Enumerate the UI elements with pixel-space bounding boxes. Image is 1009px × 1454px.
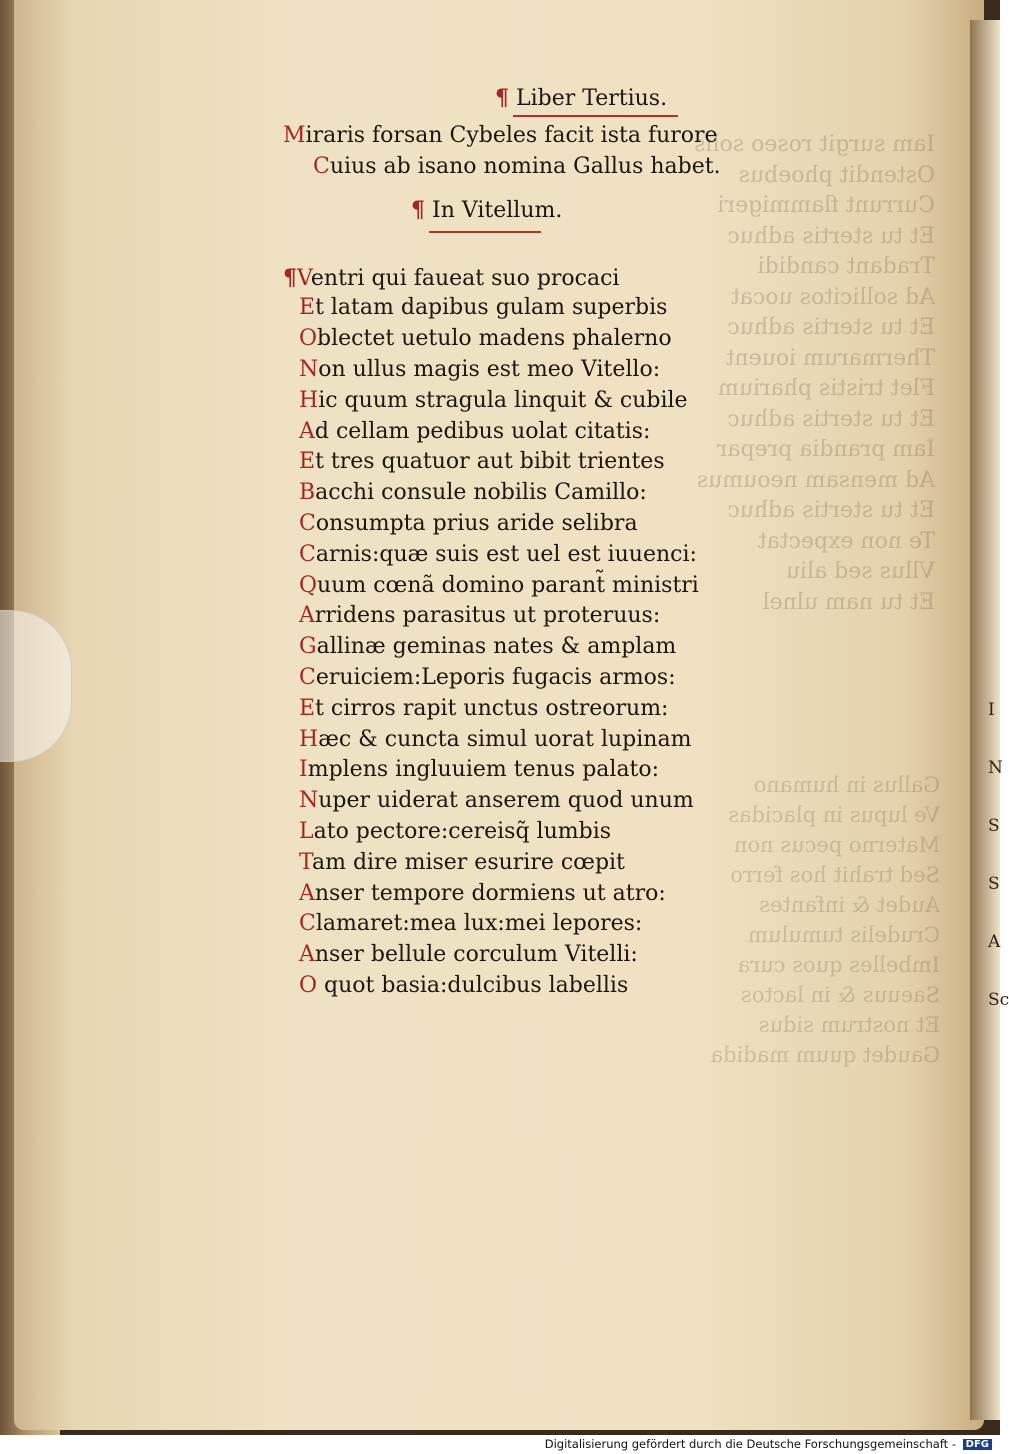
poem-line: Et cirros rapit unctus ostreorum: [299, 695, 669, 721]
pilcrow-mark: ¶ [411, 196, 425, 223]
poem-line: Ad cellam pedibus uolat citatis: [299, 418, 651, 444]
rubricated-initial: M [283, 123, 306, 148]
pilcrow-mark: ¶ [495, 85, 509, 111]
poem-line: Hæc & cuncta simul uorat lupinam [299, 726, 692, 752]
poem-line: Et tres quatuor aut bibit trientes [299, 449, 665, 475]
rubricated-initial: O [299, 972, 318, 998]
rubricated-initial: B [299, 480, 316, 506]
show-through-text: Iam surgit roseo solis Ostendit phoebus Currunt flammigeri Et tu stertis adhuc Tradant candidi Ad sollicitos uocat Et tu stertis adhuc Thermarum iouent Flet tristis pharium Et tu stertis adhuc Iam prandia prepar Ad mensam neoumus Et tu stertis adhuc Te non expectat Vllus sed aliu Et tu nam ulnel [694, 132, 935, 615]
rubricated-initial: H [299, 387, 319, 413]
rubricated-initial: A [299, 603, 315, 629]
rubricated-initial: C [313, 153, 330, 179]
poem-body [283, 263, 743, 1002]
facing-page-letters: I N S S A Sc [988, 700, 1009, 1010]
rubricated-initial: O [299, 326, 318, 352]
rubricated-initial: L [299, 818, 314, 844]
poem-line: Arridens parasitus ut proteruus: [299, 603, 661, 629]
rubricated-initial: N [299, 788, 319, 814]
rubricated-initial: C [299, 541, 316, 567]
poem-line: Quum cœnã domino parant̃ ministri [299, 572, 699, 598]
poem-line [283, 263, 743, 294]
rubricated-initial: E [299, 449, 316, 475]
pilcrow-mark: ¶ [283, 264, 297, 291]
rubricated-initial: G [299, 634, 317, 660]
text-block [283, 85, 743, 1002]
rubricated-initial: A [299, 880, 315, 906]
rubricated-initial: C [299, 664, 316, 690]
poem-line: Clamaret:mea lux:mei lepores: [299, 911, 643, 937]
rubricated-initial: E [299, 695, 316, 721]
rubricated-initial: H [299, 726, 319, 752]
rubricated-initial: A [299, 418, 315, 444]
poem-line: Hic quum stragula linquit & cubile [299, 387, 688, 413]
running-head [495, 85, 743, 121]
poem-line: Gallinæ geminas nates & amplam [299, 634, 677, 660]
rubricated-initial: N [299, 356, 319, 382]
couplet-line-2: Cuius ab isano nomina Gallus habet. [313, 153, 721, 179]
poem-line: Oblectet uetulo madens phalerno [299, 326, 672, 352]
poem-line: Anser tempore dormiens ut atro: [299, 880, 666, 906]
poem-line: Anser bellule corculum Vitelli: [299, 942, 638, 968]
poem-line: Et latam dapibus gulam superbis [299, 295, 668, 321]
opening-couplet [283, 121, 743, 183]
running-head-text: Liber Tertius. [516, 86, 668, 111]
dfg-logo: DFG [963, 1439, 992, 1450]
show-through-text-lower: Gallus in humano Ve lupus in placidas Materno pecus non Sed trahit hos ferro Audet & infantes Crudelis tumulum Imbelles quos cura Saeuus & in lactos Et nostrum sidus Gaudet quum madida [710, 773, 940, 1067]
rubricated-initial: T [299, 849, 312, 875]
poem-line: Carnis:quæ suis est uel est iuuenci: [299, 541, 697, 567]
poem-line: O quot basia:dulcibus labellis [299, 972, 629, 998]
poem-line: Ceruiciem:Leporis fugacis armos: [299, 664, 676, 690]
poem-line: Nuper uiderat anserem quod unum [299, 788, 694, 814]
rubricated-initial: E [299, 295, 316, 321]
rubricated-initial: C [299, 911, 316, 937]
poem-line: Consumpta prius aride selibra [299, 510, 638, 536]
poem-line: Bacchi consule nobilis Camillo: [299, 480, 647, 506]
poem-line-text: Ventri qui faueat suo procaci [297, 265, 620, 291]
rubricated-initial: C [299, 510, 316, 536]
rubricated-initial: Q [299, 572, 318, 598]
rubricated-initial: A [299, 942, 315, 968]
couplet-line-1: Miraris forsan Cybeles facit ista furore [283, 123, 718, 148]
rubric-underline [429, 231, 541, 233]
poem-title: In Vitellum. [432, 197, 563, 223]
poem-heading [411, 197, 743, 241]
rubric-underline [513, 115, 678, 117]
footer-credit [545, 1437, 992, 1451]
poem-line: Lato pectore:cereisq̃ lumbis [299, 818, 612, 844]
footer-credit-text: Digitalisierung gefördert durch die Deutsche Forschungsgemeinschaft - [544, 1437, 956, 1451]
poem-line: Non ullus magis est meo Vitello: [299, 356, 661, 382]
poem-line: Implens ingluuiem tenus palato: [299, 757, 660, 783]
rubricated-initial: I [299, 757, 308, 783]
poem-line: Tam dire miser esurire cœpit [299, 849, 625, 875]
rubricated-initial: V [297, 265, 311, 291]
